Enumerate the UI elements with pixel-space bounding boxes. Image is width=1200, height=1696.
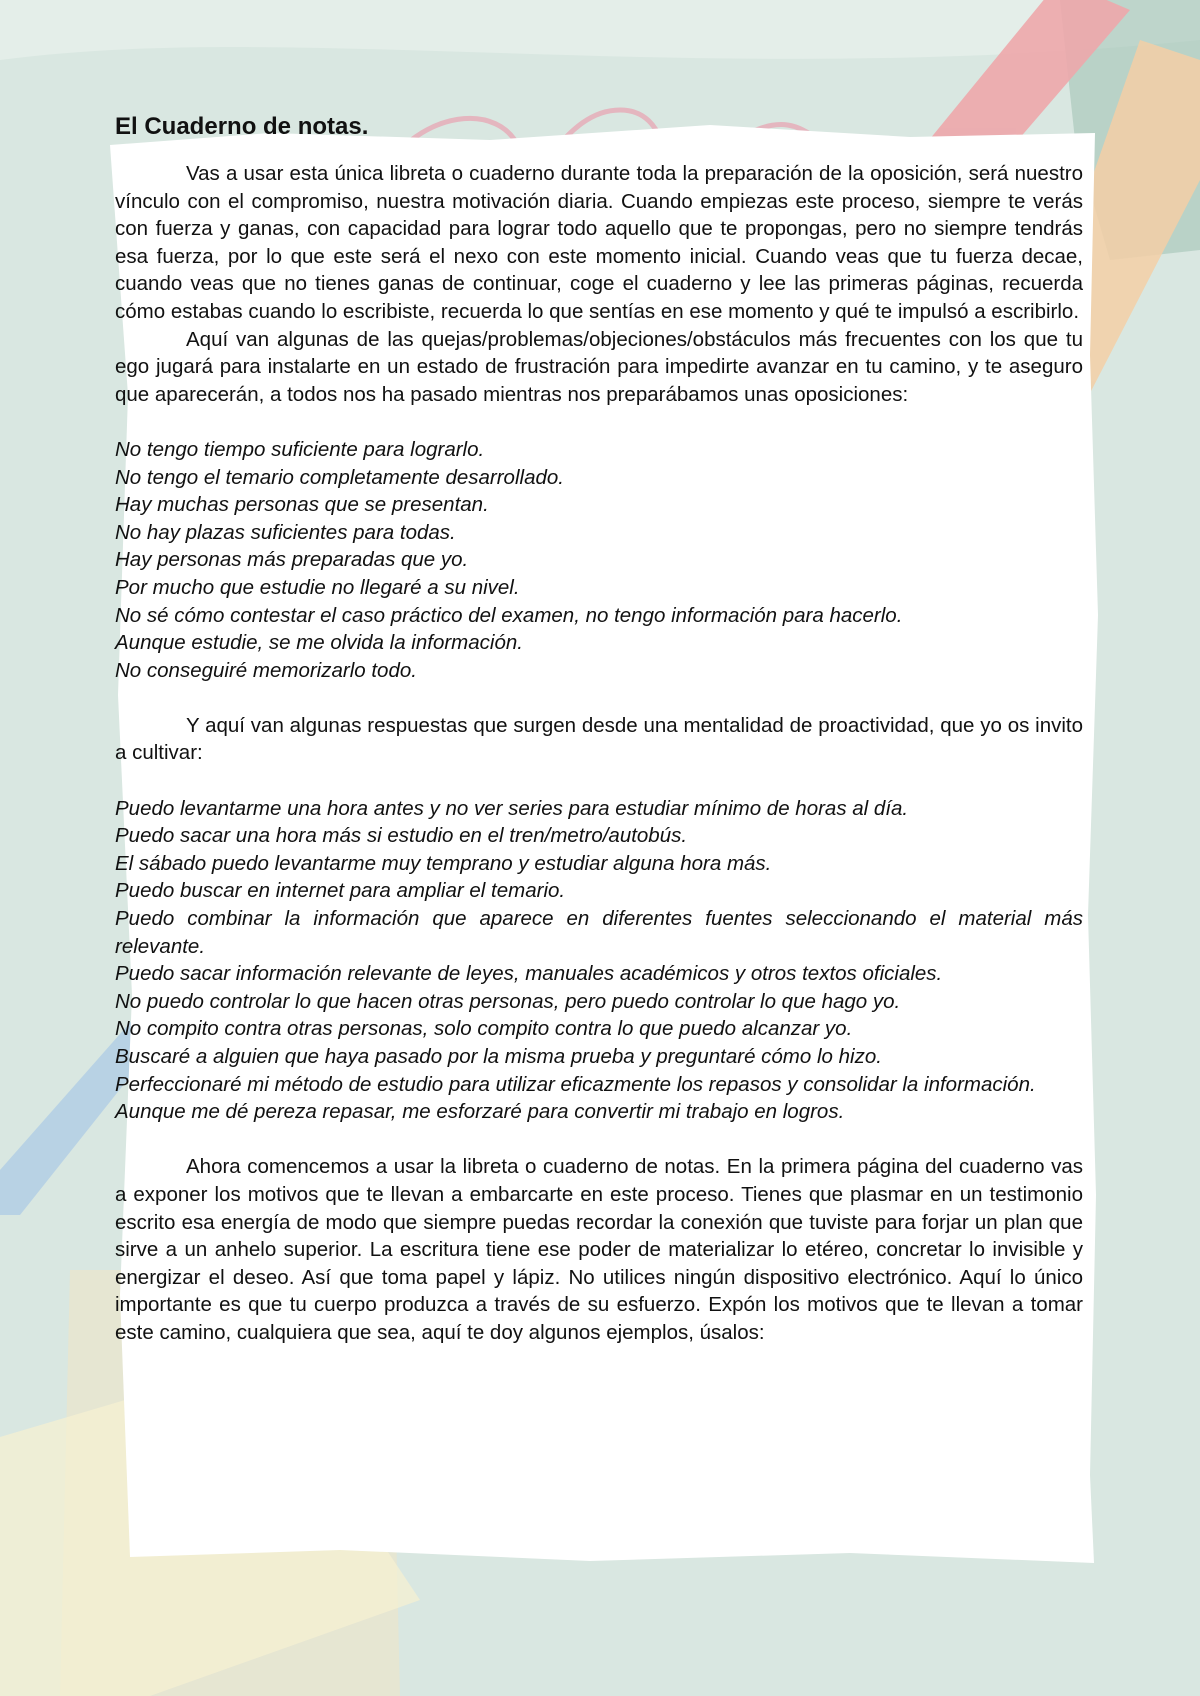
- spacer: [115, 1126, 1083, 1154]
- list-item: No conseguiré memorizarlo todo.: [115, 658, 417, 682]
- closing-paragraph: Ahora comencemos a usar la libreta o cuaderno de notas. En la primera página del cuaderno vas a exponer los motivos que te llevan a embarcarte en este proceso. Tienes que plasmar en un testimonio escrito esa energía de modo que siempre puedas recordar la conexión que tuviste para forjar un plan que sirve a un anhelo superior. La escritura tiene ese poder de materializar lo etéreo, concretar lo invisible y energizar el deseo. Así que toma papel y lápiz. No utilices ningún dispositivo electrónico. Aquí lo único importante es que tu cuerpo produzca a través de su esfuerzo. Expón los motivos que te llevan a tomar este camino, cualquiera que sea, aquí te doy algunos ejemplos, úsalos:: [115, 1155, 1083, 1344]
- list-item: Perfeccionaré mi método de estudio para utilizar eficazmente los repasos y consolidar la información.: [115, 1072, 1036, 1096]
- list-item: Puedo levantarme una hora antes y no ver series para estudiar mínimo de horas al día.: [115, 796, 909, 820]
- list-item: Por mucho que estudie no llegaré a su nivel.: [115, 575, 520, 599]
- list-item: No tengo tiempo suficiente para lograrlo.: [115, 437, 485, 461]
- list-item: Hay personas más preparadas que yo.: [115, 548, 469, 572]
- responses-list: [115, 795, 1083, 1126]
- list-item: Puedo buscar en internet para ampliar el temario.: [115, 879, 566, 903]
- document-title: El Cuaderno de notas.: [115, 113, 369, 140]
- list-item: No puedo controlar lo que hacen otras personas, pero puedo controlar lo que hago yo.: [115, 989, 901, 1013]
- list-item: No compito contra otras personas, solo compito contra lo que puedo alcanzar yo.: [115, 1017, 853, 1041]
- list-item: Puedo sacar información relevante de leyes, manuales académicos y otros textos oficiales.: [115, 962, 943, 986]
- list-item: Aunque me dé pereza repasar, me esforzaré para convertir mi trabajo en logros.: [115, 1100, 845, 1124]
- objections-list: [115, 436, 1083, 684]
- list-item: Puedo combinar la información que aparece en diferentes fuentes seleccionando el material más relevante.: [115, 907, 1083, 958]
- spacer: [115, 767, 1083, 795]
- list-item: Buscaré a alguien que haya pasado por la misma prueba y preguntaré cómo lo hizo.: [115, 1045, 882, 1068]
- list-item: No hay plazas suficientes para todas.: [115, 520, 456, 544]
- responses-intro: Y aquí van algunas respuestas que surgen desde una mentalidad de proactividad, que yo os invito a cultivar:: [115, 713, 1083, 765]
- list-item: El sábado puedo levantarme muy temprano y estudiar alguna hora más.: [115, 851, 772, 875]
- list-item: No sé cómo contestar el caso práctico del examen, no tengo información para hacerlo.: [115, 603, 903, 627]
- list-item: No tengo el temario completamente desarrollado.: [115, 465, 564, 489]
- intro-paragraph-2: Aquí van algunas de las quejas/problemas/objeciones/obstáculos más frecuentes con los que tu ego jugará para instalarte en un estado de frustración para impedirte avanzar en tu camino, y te aseguro que aparecerán, a todos nos ha pasado mientras nos preparábamos unas oposiciones:: [115, 327, 1083, 406]
- spacer: [115, 684, 1083, 712]
- document-body: [115, 112, 1083, 1347]
- list-item: Puedo sacar una hora más si estudio en el tren/metro/autobús.: [115, 824, 688, 848]
- spacer: [115, 408, 1083, 436]
- intro-paragraph-1: Vas a usar esta única libreta o cuaderno durante toda la preparación de la oposición, será nuestro vínculo con el compromiso, nuestra motivación diaria. Cuando empiezas este proceso, siempre te verás con fuerza y ganas, con capacidad para lograr todo aquello que te propongas, pero no siempre tendrás esa fuerza, por lo que este será el nexo con este momento inicial. Cuando veas que tu fuerza decae, cuando veas que no tienes ganas de continuar, coge el cuaderno y lee las primeras páginas, recuerda cómo estabas cuando lo escribiste, recuerda lo que sentías en ese momento y qué te impulsó a escribirlo.: [115, 162, 1083, 323]
- list-item: Hay muchas personas que se presentan.: [115, 493, 489, 517]
- list-item: Aunque estudie, se me olvida la información.: [115, 631, 523, 655]
